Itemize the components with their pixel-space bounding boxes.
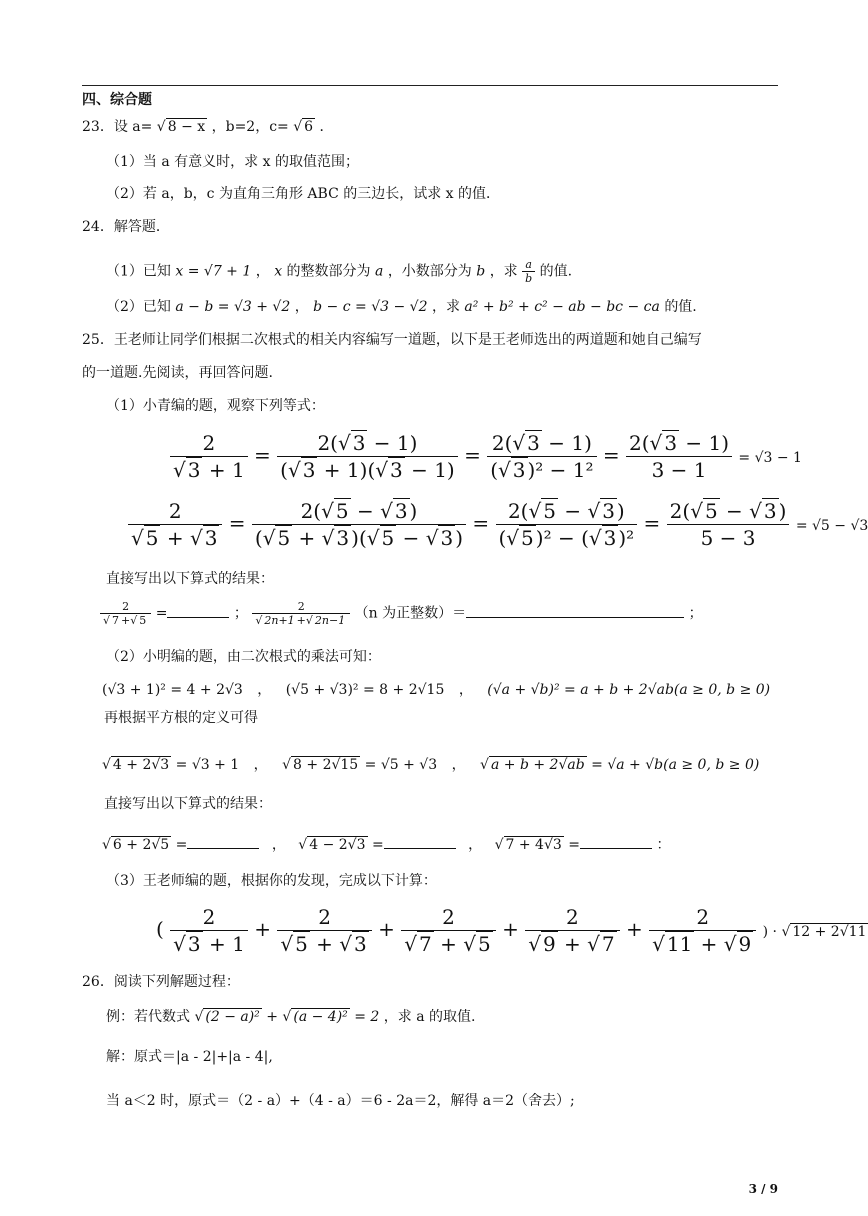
q25-equation-2: $\frac{2}{√ 5 + √ 3}$ = $\frac{2(√ 5 - √ 3 )}{(√ 5 + √ 3 )(√ 5 - √ 3 )}$ = $\frac{2(√ 5 - √ 3 )}{\text{(√ 5 )² − (√ 3 )²}}$ = $\frac{2(√ 5 - √ 3 )}{5 - 3}$ = √5 − √3 [128, 498, 868, 551]
page-number: 3 / 9 [748, 1182, 778, 1196]
answer-blank-3[interactable] [187, 834, 259, 849]
q25-equation-1: $\frac{2}{√ 3 + 1}$ = $\frac{2(√ 3 - 1)}{(√ 3 + 1)(√ 3 - 1)}$ = $\frac{2(√ 3 - 1)}{\text{(√ 3 )² − 1²}}$ = $\frac{2(√ 3 - 1)}{3 - 1}$ = √3 − 1 [170, 430, 802, 483]
q24-stem: 24．解答题． [82, 219, 170, 235]
answer-blank-1[interactable] [167, 603, 229, 618]
q25-stem-line1: 25．王老师让同学们根据二次根式的相关内容编写一道题，以下是王老师选出的两道题和她自己编写 [82, 332, 702, 348]
q25-direct-1: 直接写出以下算式的结果： [106, 571, 274, 587]
q26-solution: 解：原式＝|a - 2|+|a - 4|, [106, 1049, 273, 1065]
section-title: 四、综合题 [82, 92, 152, 108]
q26-stem: 26．阅读下列解题过程： [82, 974, 240, 990]
q25-part3: （3）王老师编的题，根据你的发现，完成以下计算： [106, 873, 437, 889]
q26-example: 例：若代数式 √ (2 − a)² + √ (a − 4)² = 2 ，求 a 的取值. [106, 1009, 476, 1025]
q25-fill-1: $\frac{2}{√ 7 +√ 5}$ = ； $\frac{2}{√ 2n+1 +√ 2n-1}$ （n 为正整数）＝ ； [100, 600, 703, 627]
q23-part2: （2）若 a，b，c 为直角三角形 ABC 的三边长，试求 x 的值． [106, 186, 501, 202]
q25-multiplication: (√3 + 1)² = 4 + 2√3 ， (√5 + √3)² = 8 + 2√15 ， (√a + √b)² = a + b + 2√ab(a ≥ 0, b ≥ 0) [102, 682, 771, 698]
q25-expression: ( $\frac{2}{√ 3 + 1}$ + $\frac{2}{√ 5 + √ 3}$ + $\frac{2}{√ 7 + √ 5}$ + $\frac{2}{√ 9 + √ 7}$ + $\frac{2}{√ 11 + √ 9}$ ) · √ 12 + 2√11 [156, 905, 867, 956]
q23-stem: 23．设 a= √ 8 − x ，b=2，c= √ 6 ． [82, 119, 334, 135]
q25-direct-2: 直接写出以下算式的结果： [104, 796, 272, 812]
q25-roots: √ 4 + 2√3 = √3 + 1 ， √ 8 + 2√15 = √5 + √3 ， √ a + b + 2√ab = √a + √b(a ≥ 0, b ≥ 0) [102, 757, 760, 773]
q24-part2: （2）已知 a − b = √3 + √2 ， b − c = √3 − √2 ，求 a² + b² + c² − ab − bc − ca 的值. [106, 299, 697, 315]
q25-then: 再根据平方根的定义可得 [104, 710, 258, 726]
answer-blank-4[interactable] [384, 834, 456, 849]
q25-part1: （1）小青编的题，观察下列等式： [106, 398, 325, 414]
q25-part2: （2）小明编的题，由二次根式的乘法可知： [106, 649, 381, 665]
q25-fill-2: √ 6 + 2√5 = ， √ 4 − 2√3 = ， √ 7 + 4√3 = ： [102, 834, 670, 854]
q25-stem-line2: 的一道题.先阅读，再回答问题. [82, 365, 273, 381]
answer-blank-2[interactable] [466, 603, 684, 618]
q23-part1: （1）当 a 有意义时，求 x 的取值范围； [106, 154, 359, 170]
answer-blank-5[interactable] [580, 834, 652, 849]
q24-part1: （1）已知 x = √7 + 1 ， x 的整数部分为 a ，小数部分为 b ，求 $\frac{a}{b}$ 的值. [106, 258, 573, 285]
q26-case-1: 当 a＜2 时，原式＝（2 - a）+（4 - a）＝6 - 2a＝2，解得 a＝2（舍去）; [106, 1093, 575, 1109]
top-rule [82, 85, 778, 86]
